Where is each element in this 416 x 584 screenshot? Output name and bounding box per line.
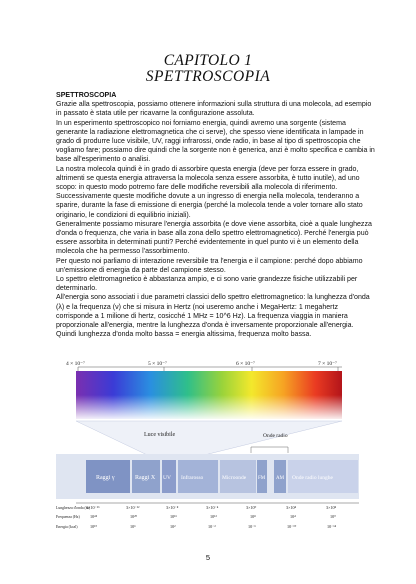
paragraph: Grazie alla spettroscopia, possiamo ottenere informazioni sulla struttura di una molecola, ad esempio in passato è stata utile per ricavarne la configurazione assoluta. <box>56 101 372 118</box>
radio-waves-label: Onde radio <box>263 433 288 439</box>
wavelength-tick-label: 5 × 10⁻⁷ <box>148 361 167 367</box>
paragraph: Per questo noi parliamo di interazione reversibile tra l'energia e il campione: perché dopo abbiamo un'emissione di energia da parte del campione stesso. <box>56 257 363 274</box>
visible-light-label: Luce visibile <box>144 432 176 438</box>
svg-text:FM: FM <box>258 476 266 481</box>
paragraph: All'energia sono associati i due parametri classici dello spettro elettromagnetico: la lunghezza d'onda (λ) e la frequenza (ν) che si misura in Hertz (noi useremo anche i MegaHertz: 1 megahertz corrisponde a 1 milione di hertz, cosicché 1 MHz = 10^6 Hz). La frequenza viaggia in maniera proporzionale all'energia, mentre la lunghezza d'onda è inversamente proporzionale all'energia. <box>56 294 370 330</box>
svg-text:3×10⁻⁸: 3×10⁻⁸ <box>166 505 179 510</box>
radio-waves-bracket <box>251 447 288 453</box>
svg-text:10²⁰: 10²⁰ <box>130 514 138 519</box>
svg-text:10⁶: 10⁶ <box>130 524 136 529</box>
svg-text:10²: 10² <box>170 524 176 529</box>
svg-text:10⁻²: 10⁻² <box>208 524 216 529</box>
svg-text:10⁸: 10⁸ <box>250 514 256 519</box>
svg-text:Microonde: Microonde <box>222 475 247 481</box>
svg-text:10¹⁶: 10¹⁶ <box>170 514 177 519</box>
svg-text:Onde radio lunghe: Onde radio lunghe <box>292 475 333 481</box>
svg-text:3×10⁻¹²: 3×10⁻¹² <box>126 505 140 510</box>
chapter-number: CAPITOLO 1 <box>163 52 253 69</box>
svg-text:Raggi X: Raggi X <box>135 475 156 481</box>
wavelength-tick-label: 7 × 10⁻⁷ <box>318 361 337 367</box>
svg-text:10⁻⁶: 10⁻⁶ <box>248 524 256 529</box>
svg-text:10⁰: 10⁰ <box>330 514 336 519</box>
chapter-title: SPETTROSCOPIA <box>145 68 271 85</box>
section-heading: SPETTROSCOPIA <box>56 92 117 99</box>
paragraph: Generalmente possiamo misurare l'energia assorbita (e dove viene assorbita, cioè a quale lunghezza d'onda o frequenza, che varia in base alla zona dello spettro elettromagnetico). Perché l'energia può essere assorbita in determinati punti? Perché evidentemente in quel punto vi è un elemento della molecola che ha permesso l'assorbimento. <box>56 220 372 256</box>
svg-text:AM: AM <box>276 476 285 481</box>
electromagnetic-spectrum-figure <box>56 357 359 535</box>
svg-text:10⁴: 10⁴ <box>290 514 296 519</box>
spectrum-diagram <box>56 357 359 535</box>
wavelength-tick-label: 6 × 10⁻⁷ <box>236 361 255 367</box>
svg-text:3×10⁴: 3×10⁴ <box>286 505 297 510</box>
scale-values <box>86 505 337 529</box>
svg-text:10¹²: 10¹² <box>210 514 217 519</box>
svg-text:Raggi γ: Raggi γ <box>96 475 115 481</box>
svg-text:Infrarosso: Infrarosso <box>181 475 204 481</box>
page-number: 5 <box>205 553 211 562</box>
paragraph: Lo spettro elettromagnetico è abbastanza ampio, e ci sono varie grandezze fisiche utilizzabili per determinarlo. <box>56 276 358 293</box>
wavelength-tick-label: 4 × 10⁻⁷ <box>66 361 85 367</box>
svg-text:3×10⁸: 3×10⁸ <box>326 505 337 510</box>
paragraph: In un esperimento spettroscopico noi forniamo energia, quindi avremo una sorgente (sistema generante la radiazione elettromagnetica che ci serve), che spesso viene identificata in lampade in grado di produrre luce visibile, UV, raggi infrarossi, onde radio, in base al tipo di spettroscopia che vogliamo fare; possiamo dire quindi che la sorgente non è generica, anzi è molto specifica e cambia in base all'esperimento o analisi. <box>56 119 375 164</box>
svg-text:10²⁴: 10²⁴ <box>90 514 97 519</box>
row-label-frequency: Frequenza (Hz) <box>56 515 80 519</box>
svg-text:10¹⁰: 10¹⁰ <box>90 524 98 529</box>
svg-text:3×10⁻⁴: 3×10⁻⁴ <box>206 505 219 510</box>
spectrum-regions <box>86 460 358 493</box>
body-text <box>56 91 376 339</box>
svg-text:3×10⁻¹⁶: 3×10⁻¹⁶ <box>86 505 100 510</box>
svg-text:3×10⁰: 3×10⁰ <box>246 505 257 510</box>
svg-text:10⁻¹⁴: 10⁻¹⁴ <box>327 524 337 529</box>
visible-wavelength-scale <box>66 361 342 371</box>
paragraph: Quindi lunghezza d'onda molto bassa = energia altissima, frequenza molto bassa. <box>56 331 312 339</box>
svg-text:UV: UV <box>163 475 171 481</box>
row-label-energy: Energia (kcal) <box>56 525 78 529</box>
svg-text:10⁻¹⁰: 10⁻¹⁰ <box>287 524 297 529</box>
paragraph: La nostra molecola quindi è in grado di assorbire questa energia (deve per forza essere in grado, altrimenti se questa energia attraversa la molecola senza essere assorbita, è tutto inutile), ad uno scopo: in questo modo potremo fare delle modifiche reversibili alla molecola di riferimento. Successivamente queste modifiche dovute a un ingresso di energia nella molecola, tenderanno a sparire, durante la fase di emissione di energia (perché la molecola tende a voler tornare allo stato originario, le condizioni di equilibrio iniziali). <box>56 165 363 219</box>
row-label-wavelength: Lunghezza d'onda (m) <box>56 506 90 510</box>
